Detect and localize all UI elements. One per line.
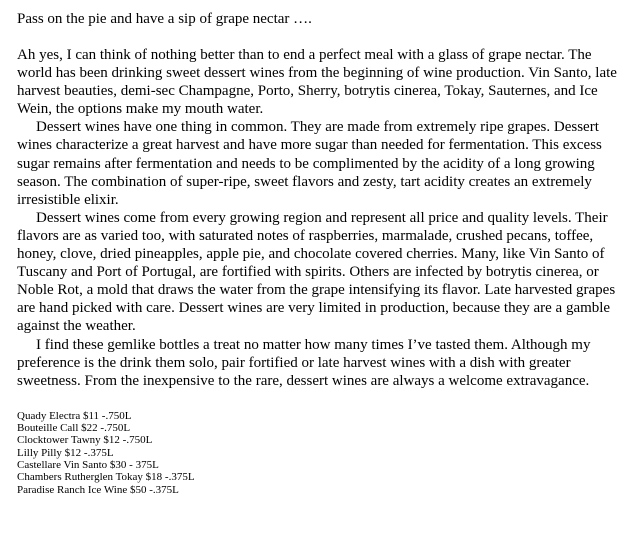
wine-list-item: Quady Electra $11 -.750L <box>17 409 132 422</box>
wine-price-list <box>17 410 621 496</box>
document-body <box>17 0 621 496</box>
paragraph-regions-flavors: Dessert wines come from every growing region and represent all price and quality levels. Their flavors are as varied too, with saturated notes of raspberries, marmalade, crushed pecans, toffee, honey, clove, dried pineapples, apple pie, and chocolate covered cherries. Many, like Vin Santo of Tuscany and Port of Portugal, are fortified with spirits. Others are infected by botrytis cinerea, or Noble Rot, a mold that draws the water from the grape intensifying its flavor. Late harvested grapes are hand picked with care. Dessert wines are very limited in production, because they are a gamble against the weather. <box>17 209 616 335</box>
wine-list-item: Bouteille Call $22 -.750L <box>17 422 131 435</box>
wine-list-item: Castellare Vin Santo $30 - 375L <box>17 458 159 471</box>
wine-list-item: Clocktower Tawny $12 -.750L <box>17 434 153 447</box>
paragraph-intro: Ah yes, I can think of nothing better than to end a perfect meal with a glass of grape nectar. The world has been drinking sweet dessert wines from the beginning of wine production. Vin Santo, late harvest beauties, demi-sec Champagne, Porto, Sherry, botrytis cinerea, Tokay, Sauternes, and Ice Wein, the options make my mouth water. <box>17 47 617 118</box>
wine-list-item: Lilly Pilly $12 -.375L <box>17 446 114 459</box>
paragraph-common-trait: Dessert wines have one thing in common. They are made from extremely ripe grapes. Dessert wines characterize a great harvest and have more sugar than needed for fermentation. This excess sugar remains after fermentation and needs to be complimented by the acidity of a long growing season. The combination of super-ripe, sweet flavors and zesty, tart acidity creates an extremely irresistible elixir. <box>17 119 602 208</box>
wine-list-item: Chambers Rutherglen Tokay $18 -.375L <box>17 471 195 484</box>
paragraph-preference: I find these gemlike bottles a treat no matter how many times I’ve tasted them. Although my preference is the drink them solo, pair fortified or late harvest wines with a dish with greater sweetness. From the inexpensive to the rare, dessert wines are always a welcome extravagance. <box>17 336 591 389</box>
wine-list-item: Paradise Ranch Ice Wine $50 -.375L <box>17 483 179 496</box>
document-title: Pass on the pie and have a sip of grape nectar …. <box>17 11 312 27</box>
